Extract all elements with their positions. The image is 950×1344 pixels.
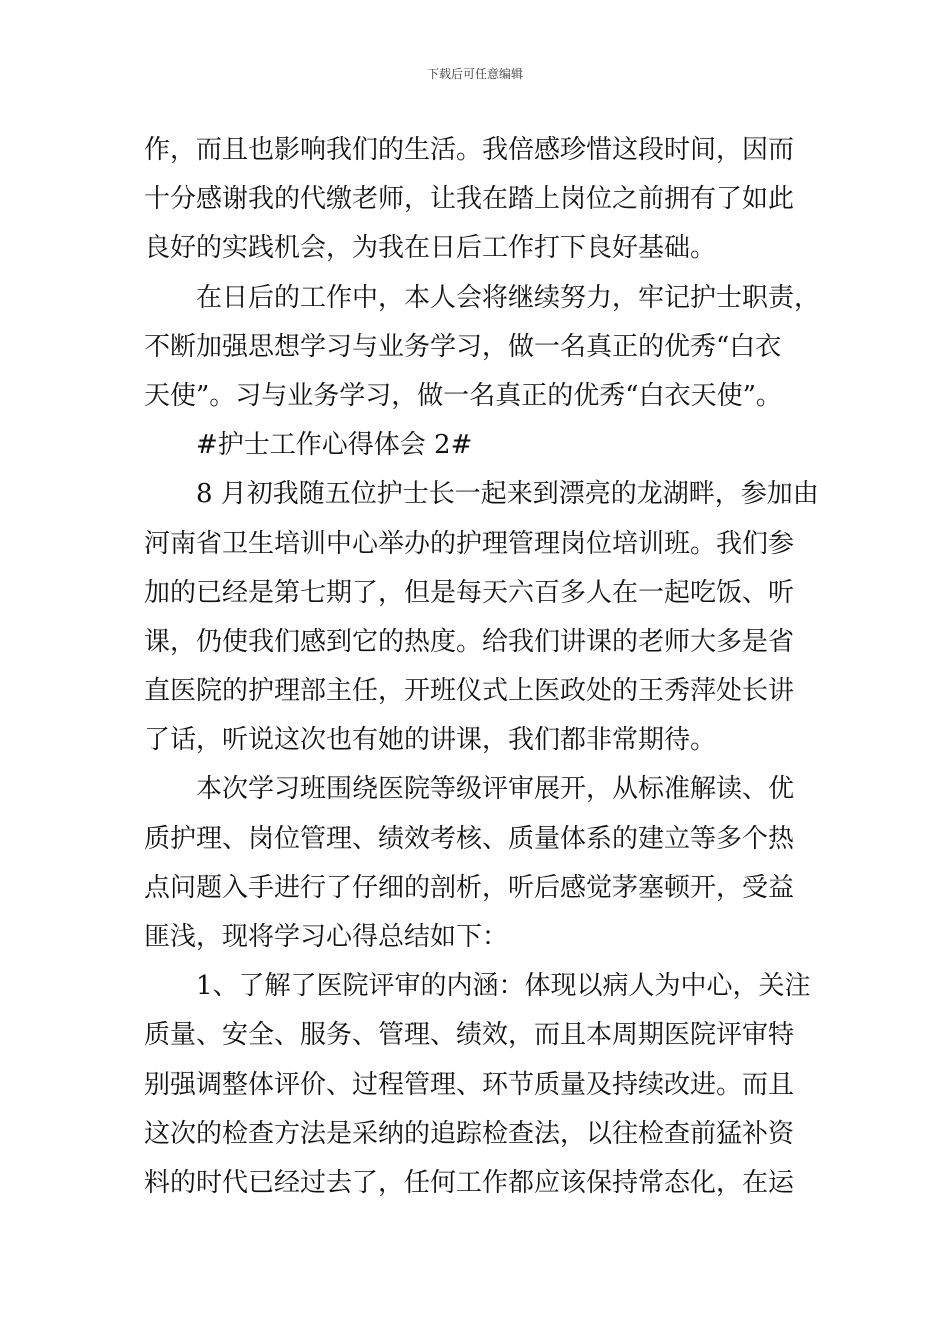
text-line: 十分感谢我的代缴老师，让我在踏上岗位之前拥有了如此	[144, 184, 795, 215]
text-line: 在日后的工作中，本人会将继续努力，牢记护士职责，	[196, 282, 821, 313]
text-line: 匪浅，现将学习心得总结如下：	[144, 922, 509, 952]
text-line: 质量、安全、服务、管理、绩效，而且本周期医院评审特	[144, 1020, 795, 1051]
text-line: 别强调整体评价、过程管理、环节质量及持续改进。而且	[144, 1069, 795, 1100]
text-line: 质护理、岗位管理、绩效考核、质量体系的建立等多个热	[144, 823, 795, 854]
text-line: 天使”。习与业务学习，做一名真正的优秀“白衣天使”。	[144, 380, 782, 411]
page-header: 下载后可任意编辑	[426, 67, 523, 81]
text-line: 河南省卫生培训中心举办的护理管理岗位培训班。我们参	[144, 528, 795, 559]
text-line: 这次的检查方法是采纳的追踪检查法，以往检查前猛补资	[144, 1118, 795, 1149]
section-heading: #护士工作心得体会 2#	[196, 430, 473, 461]
text-line: 本次学习班围绕医院等级评审展开，从标准解读、优	[196, 774, 795, 805]
document-body	[144, 126, 821, 1208]
text-line: 不断加强思想学习与业务学习，做一名真正的优秀“白衣	[144, 331, 782, 362]
text-line: 了话，听说这次也有她的讲课，我们都非常期待。	[144, 725, 717, 756]
text-line: 课，仍使我们感到它的热度。给我们讲课的老师大多是省	[144, 626, 795, 657]
text-line: 料的时代已经过去了，任何工作都应该保持常态化，在运	[144, 1167, 795, 1198]
text-line: 加的已经是第七期了，但是每天六百多人在一起吃饭、听	[144, 577, 795, 608]
text-line: 1、了解了医院评审的内涵：体现以病人为中心，关注	[196, 971, 811, 1002]
text-line: 8 月初我随五位护士长一起来到漂亮的龙湖畔，参加由	[196, 479, 819, 510]
text-line: 点问题入手进行了仔细的剖析，听后感觉茅塞顿开，受益	[144, 872, 795, 903]
text-line: 直医院的护理部主任，开班仪式上医政处的王秀萍处长讲	[144, 676, 795, 707]
text-line: 良好的实践机会，为我在日后工作打下良好基础。	[144, 233, 717, 264]
text-line: 作，而且也影响我们的生活。我倍感珍惜这段时间，因而	[144, 135, 795, 165]
